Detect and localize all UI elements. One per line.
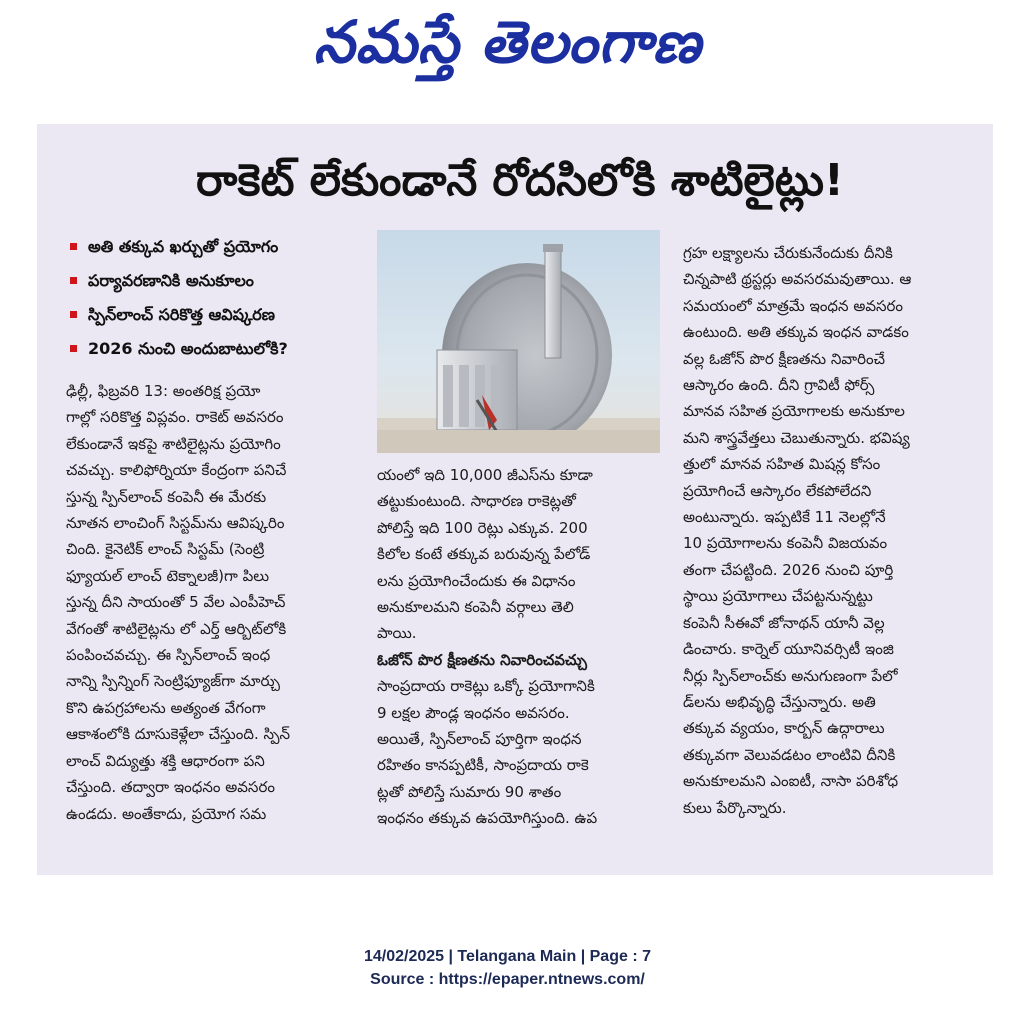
article-column-3: గ్రహ లక్ష్యాలను చేరుకునేందుకు దీనికి చిన్నపాటి థ్రస్టర్లు అవసరమవుతాయి. ఆ సమయంలో మాత్రమే ఇంధన అవసరం ఉంటుంది. అతి తక్కువ ఇంధన వాడకం వల్ల ఓజోన్ పొర క్షీణతను నివారించే ఆస్కారం ఉంది. దీని గ్రావిటీ ఫోర్స్ మానవ సహిత ప్రయోగాలకు అనుకూల మని శాస్త్రవేత్తలు చెబుతున్నారు. భవిష్య త్తులో మానవ సహిత మిషన్ల కోసం ప్రయోగించే ఆస్కారం లేకపోలేదని అంటున్నారు. ఇప్పటికే 11 నెలల్లోనే 10 ప్రయోగాలను కంపెనీ విజయవం తంగా చేపట్టింది. 2026 నుంచి పూర్తి స్థాయి ప్రయోగాలు చేపట్టనున్నట్టు కంపెనీ సీఈవో జోనాథన్ యానీ వెల్ల డించారు. కార్నెల్ యూనివర్సిటీ ఇంజి నీర్లు స్పిన్‌లాంచ్‌కు అనుగుణంగా పేలో డ్‌లను అభివృద్ధి చేస్తున్నారు. అతి తక్కువ వ్యయం, కార్బన్ ఉద్గారాలు తక్కువగా వెలువడటం లాంటివి దీనికి అనుకూలమని ఎంఐటీ, నాసా పరిశోధ కులు పేర్కొన్నారు.: [683, 244, 912, 817]
spinlaunch-image: [377, 230, 660, 453]
footer-source-link[interactable]: Source : https://epaper.ntnews.com/: [370, 971, 645, 988]
bullet-square-icon: [70, 277, 77, 284]
article-column-2: యంలో ఇది 10,000 జీఎస్‌ను కూడా తట్టుకుంటుంది. సాధారణ రాకెట్లతో పోలిస్తే ఇది 100 రెట్లు ఎక్కువ. 200 కిలోల కంటే తక్కువ బరువున్న పేలోడ్ లను ప్రయోగించేందుకు ఈ విధానం అనుకూలమని కంపెనీ వర్గాలు తెలి పాయి. ఓజోన్ పొర క్షీణతను నివారించవచ్చు సాంప్రదాయ రాకెట్లు ఒక్కో ప్రయోగానికి 9 లక్షల పౌండ్ల ఇంధనం అవసరం. అయితే, స్పిన్‌లాంచ్ పూర్తిగా ఇంధన రహితం కానప్పటికీ, సాంప్రదాయ రాకె ట్లతో పోలిస్తే సుమారు 90 శాతం ఇంధనం తక్కువ ఉపయోగిస్తుంది. ఉప: [377, 462, 662, 852]
bullet-square-icon: [70, 311, 77, 318]
bullet-item: అతి తక్కువ ఖర్చుతో ప్రయోగం: [70, 232, 375, 266]
bullet-item: 2026 నుంచి అందుబాటులోకి?: [70, 334, 375, 368]
bullet-item: స్పిన్‌లాంచ్ సరికొత్త ఆవిష్కరణ: [70, 300, 375, 334]
article-subhead: ఓజోన్ పొర క్షీణతను నివారించవచ్చు: [377, 650, 587, 669]
bullet-item: పర్యావరణానికి అనుకూలం: [70, 266, 375, 300]
highlight-bullets: [70, 232, 375, 368]
article-column-1: ఢిల్లీ, ఫిబ్రవరి 13: అంతరిక్ష ప్రయో గాల్లో సరికొత్త విప్లవం. రాకెట్ అవసరం లేకుండానే ఇకపై శాటిలైట్లను ప్రయోగిం చవచ్చు. కాలిఫోర్నియా కేంద్రంగా పనిచే స్తున్న స్పిన్‌లాంచ్ కంపెనీ ఈ మేరకు నూతన లాంచింగ్ సిస్టమ్‌ను ఆవిష్కరిం చింది. కైనెటిక్ లాంచ్ సిస్టమ్ (సెంట్రి ఫ్యూయల్ లాంచ్ టెక్నాలజీ)గా పిలు స్తున్న దీని సాయంతో 5 వేల ఎంపీహెచ్ వేగంతో శాటిలైట్లను లో ఎర్త్ ఆర్బిట్‌లోకి పంపించవచ్చు. ఈ స్పిన్‌లాంచ్ ఇంధ నాన్ని స్పిన్నింగ్ సెంట్రిఫ్యూజ్‌గా మార్చు కొని ఉపగ్రహాలను అత్యంత వేగంగా ఆకాశంలోకి దూసుకెళ్లేలా చేస్తుంది. స్పిన్ లాంచ్ విద్యుత్తు శక్తి ఆధారంగా పని చేస్తుంది. తద్వారా ఇంధనం అవసరం ఉండదు. అంతేకాదు, ప్రయోగ సమ: [66, 382, 290, 823]
article-headline: రాకెట్ లేకుండానే రోదసిలోకి శాటిలైట్లు!: [195, 155, 844, 206]
bullet-square-icon: [70, 243, 77, 250]
masthead-title: నమస్తే తెలంగాణ: [313, 8, 702, 76]
bullet-square-icon: [70, 345, 77, 352]
footer-date-edition: 14/02/2025 | Telangana Main | Page : 7: [363, 948, 651, 965]
masthead-logo: [300, 2, 715, 82]
spinlaunch-photo: [377, 230, 660, 453]
